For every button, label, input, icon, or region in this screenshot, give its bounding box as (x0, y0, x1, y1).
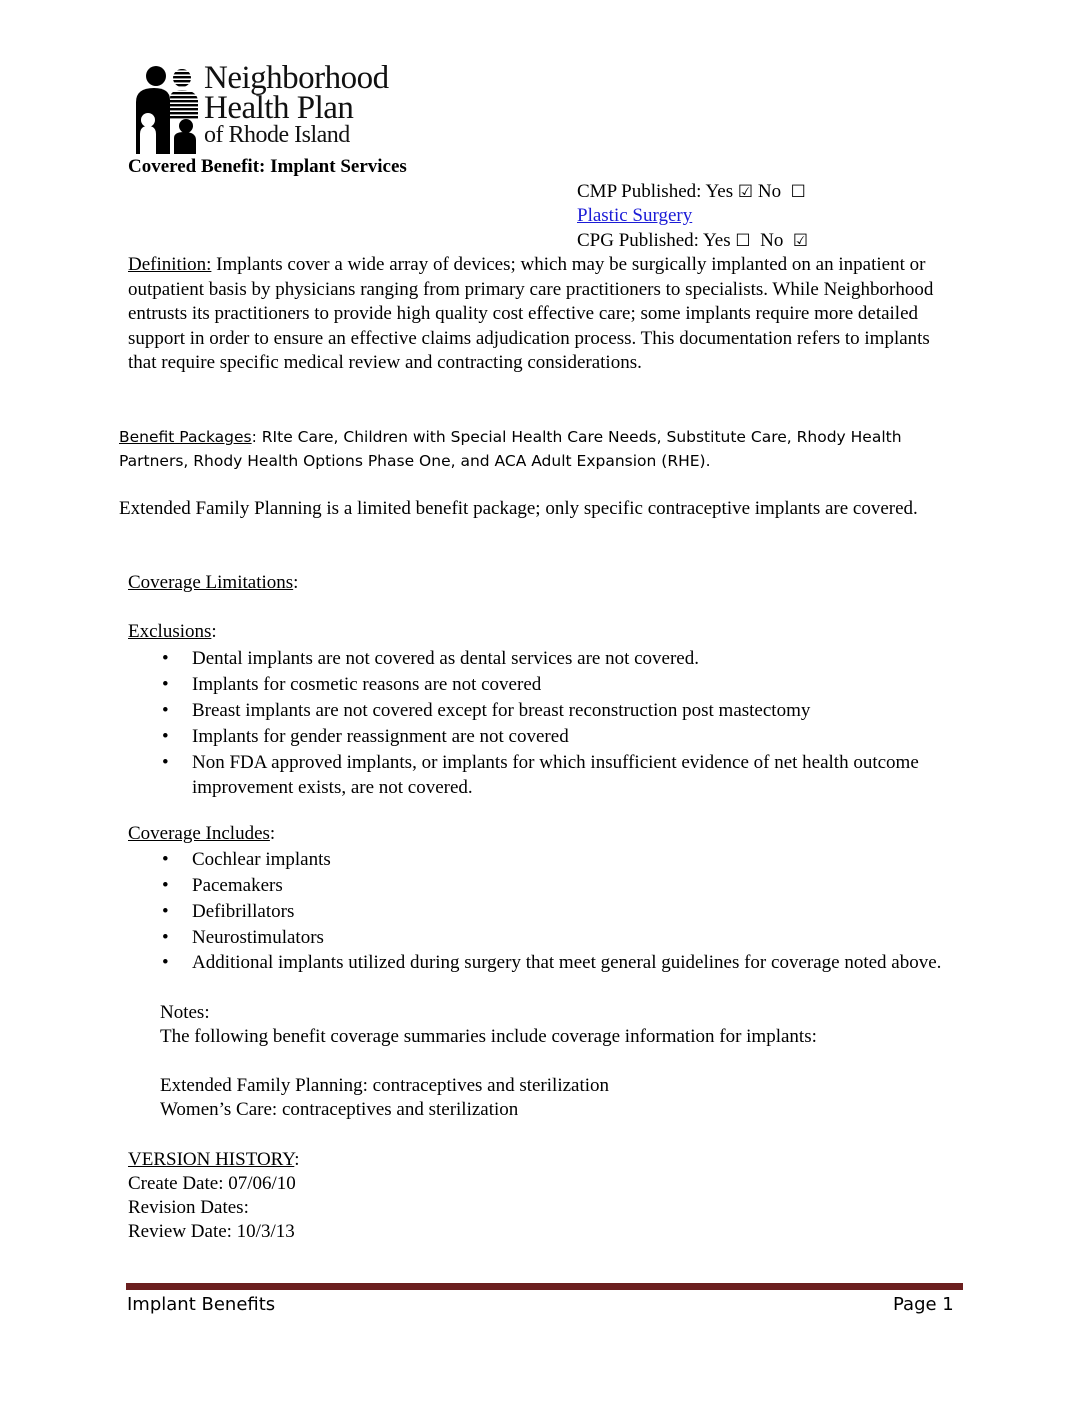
cmp-no-label: No (757, 181, 782, 202)
definition-paragraph (128, 253, 958, 376)
cmp-published-row (577, 180, 806, 205)
list-item: • Implants for cosmetic reasons are not covered (160, 672, 960, 698)
footer-divider (126, 1283, 963, 1290)
create-date: Create Date: 07/06/10 (128, 1173, 296, 1194)
family-silhouette-icon (126, 64, 206, 154)
cmp-no-checkbox[interactable]: ☐ (790, 182, 806, 202)
plastic-surgery-row (577, 204, 692, 229)
exclusions-list (160, 646, 960, 800)
benefit-packages-label: Benefit Packages (119, 428, 252, 446)
includes-list (160, 847, 960, 975)
list-item: • Neurostimulators (160, 925, 960, 951)
list-item: • Additional implants utilized during surgery that meet general guidelines for coverage noted above. (162, 952, 942, 973)
logo (126, 60, 446, 154)
version-history-heading: VERSION HISTORY: (128, 1149, 300, 1170)
extended-family-note: Extended Family Planning is a limited benefit package; only specific contraceptive implants are covered. (119, 498, 918, 519)
cpg-published-label: CPG Published: Yes (577, 230, 731, 251)
benefit-packages-text: : RIte Care, Children with Special Health Care Needs, Substitute Care, Rhody Health Partners, Rhody Health Options Phase One, and ACA Adult Expansion (RHE). (119, 428, 902, 470)
bullet-icon: • (162, 875, 169, 896)
list-item: • Implants for gender reassignment are not covered (160, 724, 960, 750)
page-number: Page 1 (893, 1294, 954, 1315)
cpg-published-row (577, 229, 808, 254)
notes-line-1: Extended Family Planning: contraceptives and sterilization (160, 1075, 610, 1096)
bullet-icon: • (162, 752, 169, 773)
list-item: • Breast implants are not covered except for breast reconstruction post mastectomy (160, 698, 960, 724)
bullet-icon: • (162, 648, 169, 669)
logo-line-3: of Rhode Island (204, 122, 350, 148)
notes-label: Notes: (160, 1002, 210, 1023)
cmp-yes-checkbox[interactable]: ☑ (737, 182, 754, 202)
logo-line-1: Neighborhood (204, 60, 389, 96)
document-title: Covered Benefit: Implant Services (128, 156, 407, 177)
bullet-icon: • (162, 700, 169, 721)
notes-intro: The following benefit coverage summaries include coverage information for implants: (160, 1026, 817, 1047)
definition-label: Definition: (128, 254, 212, 275)
list-item: • Defibrillators (160, 899, 960, 925)
plastic-surgery-link[interactable]: Plastic Surgery (577, 205, 693, 226)
bullet-icon: • (162, 674, 169, 695)
definition-text: Implants cover a wide array of devices; which may be surgically implanted on an inpatient or outpatient basis by physicians ranging from primary care practitioners to specialists. While Neighborhood entrusts its practitioners to provide high quality cost effective care; some implants require more detailed support in order to ensure an effective claims adjudication process. This documentation refers to implants that require specific medical review and contracting considerations. (128, 254, 934, 373)
logo-line-2: Health Plan (204, 90, 354, 126)
list-item: • Non FDA approved implants, or implants for which insufficient evidence of net health outcome improvement exists, are not covered. (162, 752, 919, 798)
cpg-no-checkbox[interactable]: ☑ (792, 231, 809, 251)
list-item: • Cochlear implants (160, 847, 960, 873)
notes-line-2: Women’s Care: contraceptives and sterilization (160, 1099, 519, 1120)
cpg-no-label: No (760, 230, 784, 251)
bullet-icon: • (162, 901, 169, 922)
bullet-icon: • (162, 849, 169, 870)
benefit-packages-paragraph (119, 425, 929, 473)
list-item: • Pacemakers (160, 873, 960, 899)
coverage-limitations-heading: Coverage Limitations: (128, 572, 299, 593)
revision-dates: Revision Dates: (128, 1197, 249, 1218)
exclusions-heading: Exclusions: (128, 621, 217, 642)
list-item: • Dental implants are not covered as dental services are not covered. (160, 646, 960, 672)
bullet-icon: • (162, 927, 169, 948)
cpg-yes-checkbox[interactable]: ☐ (735, 231, 751, 251)
bullet-icon: • (162, 952, 169, 973)
footer-title: Implant Benefits (127, 1294, 276, 1315)
review-date: Review Date: 10/3/13 (128, 1221, 295, 1242)
coverage-includes-heading: Coverage Includes: (128, 823, 276, 844)
bullet-icon: • (162, 726, 169, 747)
cmp-published-label: CMP Published: Yes (577, 181, 734, 202)
